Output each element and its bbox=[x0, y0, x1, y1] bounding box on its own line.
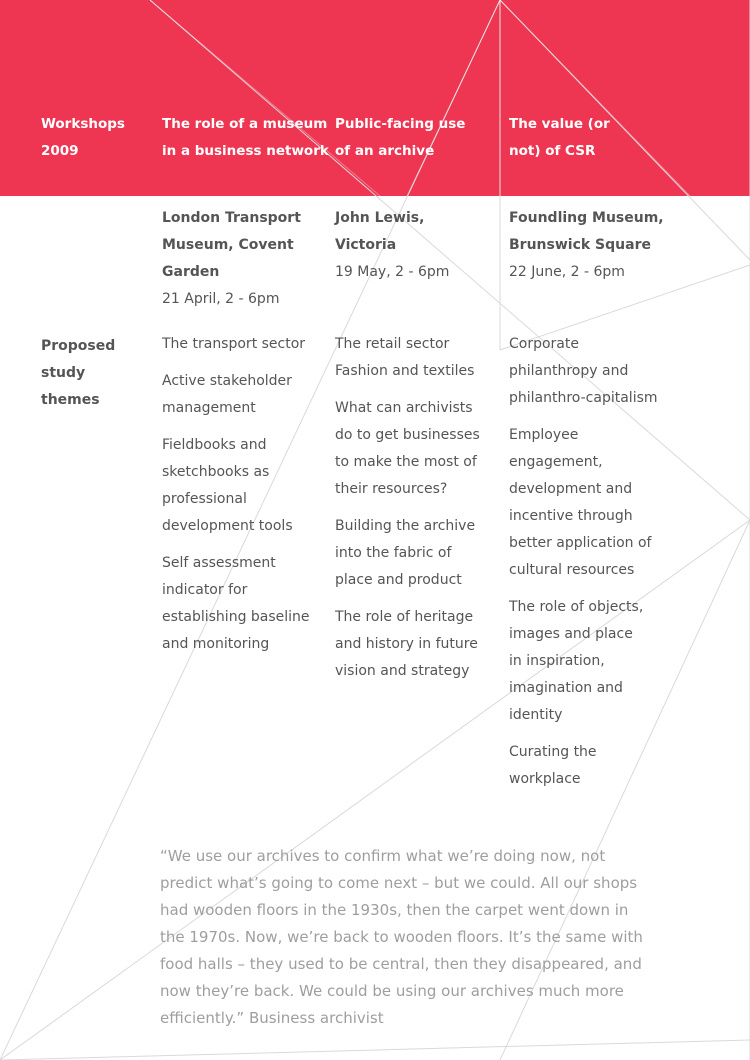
quote-text: “We use our archives to confirm what we’re doing now, not predict what’s going to come next – but we could. All our shops had wooden floors in the 1930s, then the carpet went down in the 1970s. Now, we’re back to wooden floors. It’s the same with food halls – they used to be central, then they disappeared, and now they’re back. We could be using our archives much more efficiently.” bbox=[160, 847, 643, 1027]
venue-name: Foundling Museum, Brunswick Square bbox=[509, 210, 664, 253]
header-value-of-csr: The value (or not) of CSR bbox=[509, 116, 610, 159]
deco-line bbox=[500, 0, 690, 196]
theme-item: What can archivists do to get businesses to make the most of their resources? bbox=[335, 400, 480, 497]
theme-item: The role of objects, images and place in inspiration, imagination and identity bbox=[509, 599, 644, 723]
themes-column-2 bbox=[335, 331, 505, 695]
header-public-facing-archive: Public-facing use of an archive bbox=[335, 116, 466, 159]
theme-item: The transport sector bbox=[162, 336, 306, 352]
deco-line bbox=[0, 1040, 750, 1060]
workshop-date: 22 June, 2 - 6pm bbox=[509, 264, 625, 280]
theme-item: Active stakeholder management bbox=[162, 373, 292, 416]
workshop-date: 19 May, 2 - 6pm bbox=[335, 264, 450, 280]
theme-item: The retail sector Fashion and textiles bbox=[335, 336, 475, 379]
proposed-study-themes-label: Proposed study themes bbox=[41, 338, 116, 408]
venue-name: John Lewis, Victoria bbox=[335, 210, 425, 253]
theme-item: Employee engagement, development and incentive through better application of cultural resources bbox=[509, 427, 652, 578]
quote-block bbox=[160, 843, 680, 1032]
workshop-date: 21 April, 2 - 6pm bbox=[162, 291, 280, 307]
workshop-column-2 bbox=[335, 205, 505, 286]
venue-name: London Transport Museum, Covent Garden bbox=[162, 210, 301, 280]
quote-attribution: Business archivist bbox=[249, 1009, 384, 1027]
workshop-column-3 bbox=[509, 205, 689, 286]
header-museum-business-network: The role of a museum in a business network bbox=[162, 116, 329, 159]
theme-item: The role of heritage and history in future vision and strategy bbox=[335, 609, 478, 679]
themes-column-3 bbox=[509, 331, 689, 803]
theme-item: Fieldbooks and sketchbooks as professional development tools bbox=[162, 437, 293, 534]
theme-item: Self assessment indicator for establishing baseline and monitoring bbox=[162, 555, 310, 652]
theme-item: Curating the workplace bbox=[509, 744, 597, 787]
theme-item: Corporate philanthropy and philanthro-capitalism bbox=[509, 336, 658, 406]
theme-item: Building the archive into the fabric of place and product bbox=[335, 518, 476, 588]
workshop-column-1 bbox=[162, 205, 332, 313]
themes-column-1 bbox=[162, 331, 332, 668]
deco-line bbox=[407, 0, 500, 196]
deco-line bbox=[150, 0, 380, 196]
header-workshops-2009: Workshops 2009 bbox=[41, 116, 125, 159]
